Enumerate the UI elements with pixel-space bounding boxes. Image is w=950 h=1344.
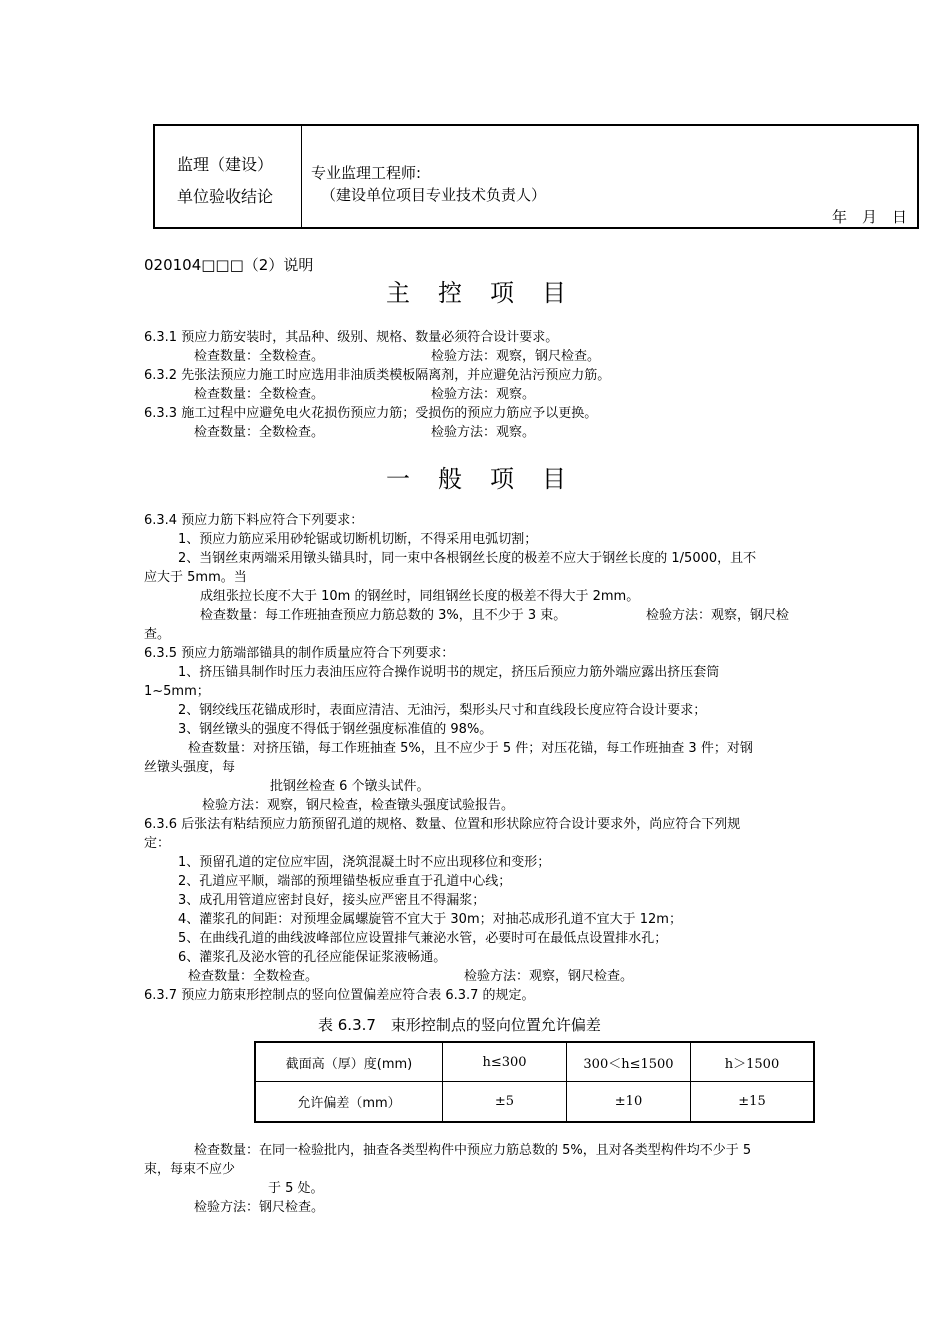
clause-6-3-4: 6.3.4 预应力筋下料应符合下列要求：	[144, 513, 364, 528]
clause-6-3-4-item2-cont2: 成组张拉长度不大于 10m 的钢丝时，同组钢丝长度的极差不得大于 2mm。	[200, 589, 640, 604]
clause-6-3-6-method: 检验方法：观察，钢尺检查。	[464, 969, 634, 984]
clause-6-3-7-method: 检验方法：钢尺检查。	[194, 1200, 325, 1215]
clause-6-3-1: 6.3.1 预应力筋安装时，其品种、级别、规格、数量必须符合设计要求。	[144, 330, 559, 345]
clause-6-3-4-item1: 1、预应力筋应采用砂轮锯或切断机切断，不得采用电弧切割；	[178, 532, 538, 547]
clause-6-3-5-item1-cont: 1~5mm；	[144, 684, 210, 699]
clause-6-3-5-quantity-cont2: 批钢丝检查 6 个镦头试件。	[270, 779, 430, 794]
acceptance-signature-table	[153, 124, 919, 229]
clause-6-3-5-quantity: 检查数量：对挤压锚，每工作班抽查 5%，且不应少于 5 件；对压花锚，每工作班抽查 3 件；对钢	[188, 741, 753, 756]
clause-6-3-7: 6.3.7 预应力筋束形控制点的竖向位置偏差应符合表 6.3.7 的规定。	[144, 988, 535, 1003]
document-code: 020104□□□（2）说明	[144, 256, 314, 274]
tolerance-table	[254, 1041, 815, 1123]
clause-6-3-7-quantity-cont2: 于 5 处。	[268, 1181, 324, 1196]
clause-6-3-4-item2-cont: 应大于 5mm。当	[144, 570, 247, 585]
table-header-cell: 截面高（厚）度(mm)	[256, 1043, 443, 1082]
clause-6-3-4-quantity: 检查数量：每工作班抽查预应力筋总数的 3%，且不少于 3 束。	[200, 608, 567, 623]
clause-6-3-7-quantity: 检查数量：在同一检验批内，抽查各类型构件中预应力筋总数的 5%，且对各类型构件均不少于 5	[194, 1143, 752, 1158]
clause-6-3-2-quantity: 检查数量：全数检查。	[194, 387, 325, 402]
clause-6-3-6-quantity: 检查数量：全数检查。	[188, 969, 319, 984]
clause-6-3-6-item2: 2、孔道应平顺，端部的预埋锚垫板应垂直于孔道中心线；	[178, 874, 512, 889]
clause-6-3-3-method: 检验方法：观察。	[431, 425, 536, 440]
clause-6-3-3: 6.3.3 施工过程中应避免电火花损伤预应力筋；受损伤的预应力筋应予以更换。	[144, 406, 598, 421]
clause-6-3-1-method: 检验方法：观察，钢尺检查。	[431, 349, 601, 364]
clause-6-3-4-item2: 2、当钢丝束两端采用镦头锚具时，同一束中各根钢丝长度的极差不应大于钢丝长度的 1/5000，且不	[178, 551, 757, 566]
owner-technical-lead-label: （建设单位项目专业技术负责人）	[321, 186, 547, 204]
clause-6-3-5-item3: 3、钢丝镦头的强度不得低于钢丝强度标准值的 98%。	[178, 722, 493, 737]
clause-6-3-5-item1: 1、挤压锚具制作时压力表油压应符合操作说明书的规定，挤压后预应力筋外端应露出挤压套筒	[178, 665, 720, 680]
acceptance-label-line1: 监理（建设）	[177, 155, 274, 174]
general-items-heading: 一 般 项 目	[386, 465, 568, 493]
main-items-heading: 主 控 项 目	[386, 279, 568, 307]
supervising-engineer-label: 专业监理工程师:	[311, 164, 422, 182]
signature-date: 年 月 日	[832, 208, 908, 226]
table-header-cell: 300＜h≤1500	[567, 1043, 691, 1082]
clause-6-3-5-quantity-cont: 丝镦头强度，每	[144, 760, 236, 775]
clause-6-3-6-item3: 3、成孔用管道应密封良好，接头应严密且不得漏浆；	[178, 893, 486, 908]
clause-6-3-4-method: 检验方法：观察，钢尺检	[646, 608, 790, 623]
clause-6-3-3-quantity: 检查数量：全数检查。	[194, 425, 325, 440]
acceptance-label-line2: 单位验收结论	[177, 187, 274, 206]
clause-6-3-6: 6.3.6 后张法有粘结预应力筋预留孔道的规格、数量、位置和形状除应符合设计要求外，尚应符合下列规	[144, 817, 741, 832]
clause-6-3-2: 6.3.2 先张法预应力施工时应选用非油质类模板隔离剂，并应避免沾污预应力筋。	[144, 368, 611, 383]
table-caption: 表 6.3.7 束形控制点的竖向位置允许偏差	[318, 1016, 601, 1034]
clause-6-3-6-cont: 定：	[144, 836, 171, 851]
clause-6-3-5-method: 检验方法：观察，钢尺检查，检查镦头强度试验报告。	[202, 798, 515, 813]
clause-6-3-4-method-cont: 查。	[144, 627, 171, 642]
clause-6-3-6-item1: 1、预留孔道的定位应牢固，浇筑混凝土时不应出现移位和变形；	[178, 855, 551, 870]
table-cell: 允许偏差（mm）	[256, 1082, 443, 1121]
acceptance-label-cell	[155, 126, 302, 227]
clause-6-3-5-item2: 2、钢绞线压花锚成形时，表面应清洁、无油污，梨形头尺寸和直线段长度应符合设计要求；	[178, 703, 707, 718]
table-cell: ±5	[443, 1082, 567, 1121]
clause-6-3-6-item4: 4、灌浆孔的间距：对预埋金属螺旋管不宜大于 30m；对抽芯成形孔道不宜大于 12m；	[178, 912, 682, 927]
clause-6-3-6-item5: 5、在曲线孔道的曲线波峰部位应设置排气兼泌水管，必要时可在最低点设置排水孔；	[178, 931, 668, 946]
clause-6-3-2-method: 检验方法：观察。	[431, 387, 536, 402]
table-cell: ±15	[738, 1094, 766, 1109]
clause-6-3-7-quantity-cont: 束，每束不应少	[144, 1162, 236, 1177]
table-header-cell: h＞1500	[691, 1043, 813, 1082]
clause-6-3-5: 6.3.5 预应力筋端部锚具的制作质量应符合下列要求：	[144, 646, 455, 661]
clause-6-3-6-item6: 6、灌浆孔及泌水管的孔径应能保证浆液畅通。	[178, 950, 447, 965]
clause-6-3-1-quantity: 检查数量：全数检查。	[194, 349, 325, 364]
table-cell: ±10	[567, 1082, 691, 1121]
table-header-cell: h≤300	[443, 1043, 567, 1082]
